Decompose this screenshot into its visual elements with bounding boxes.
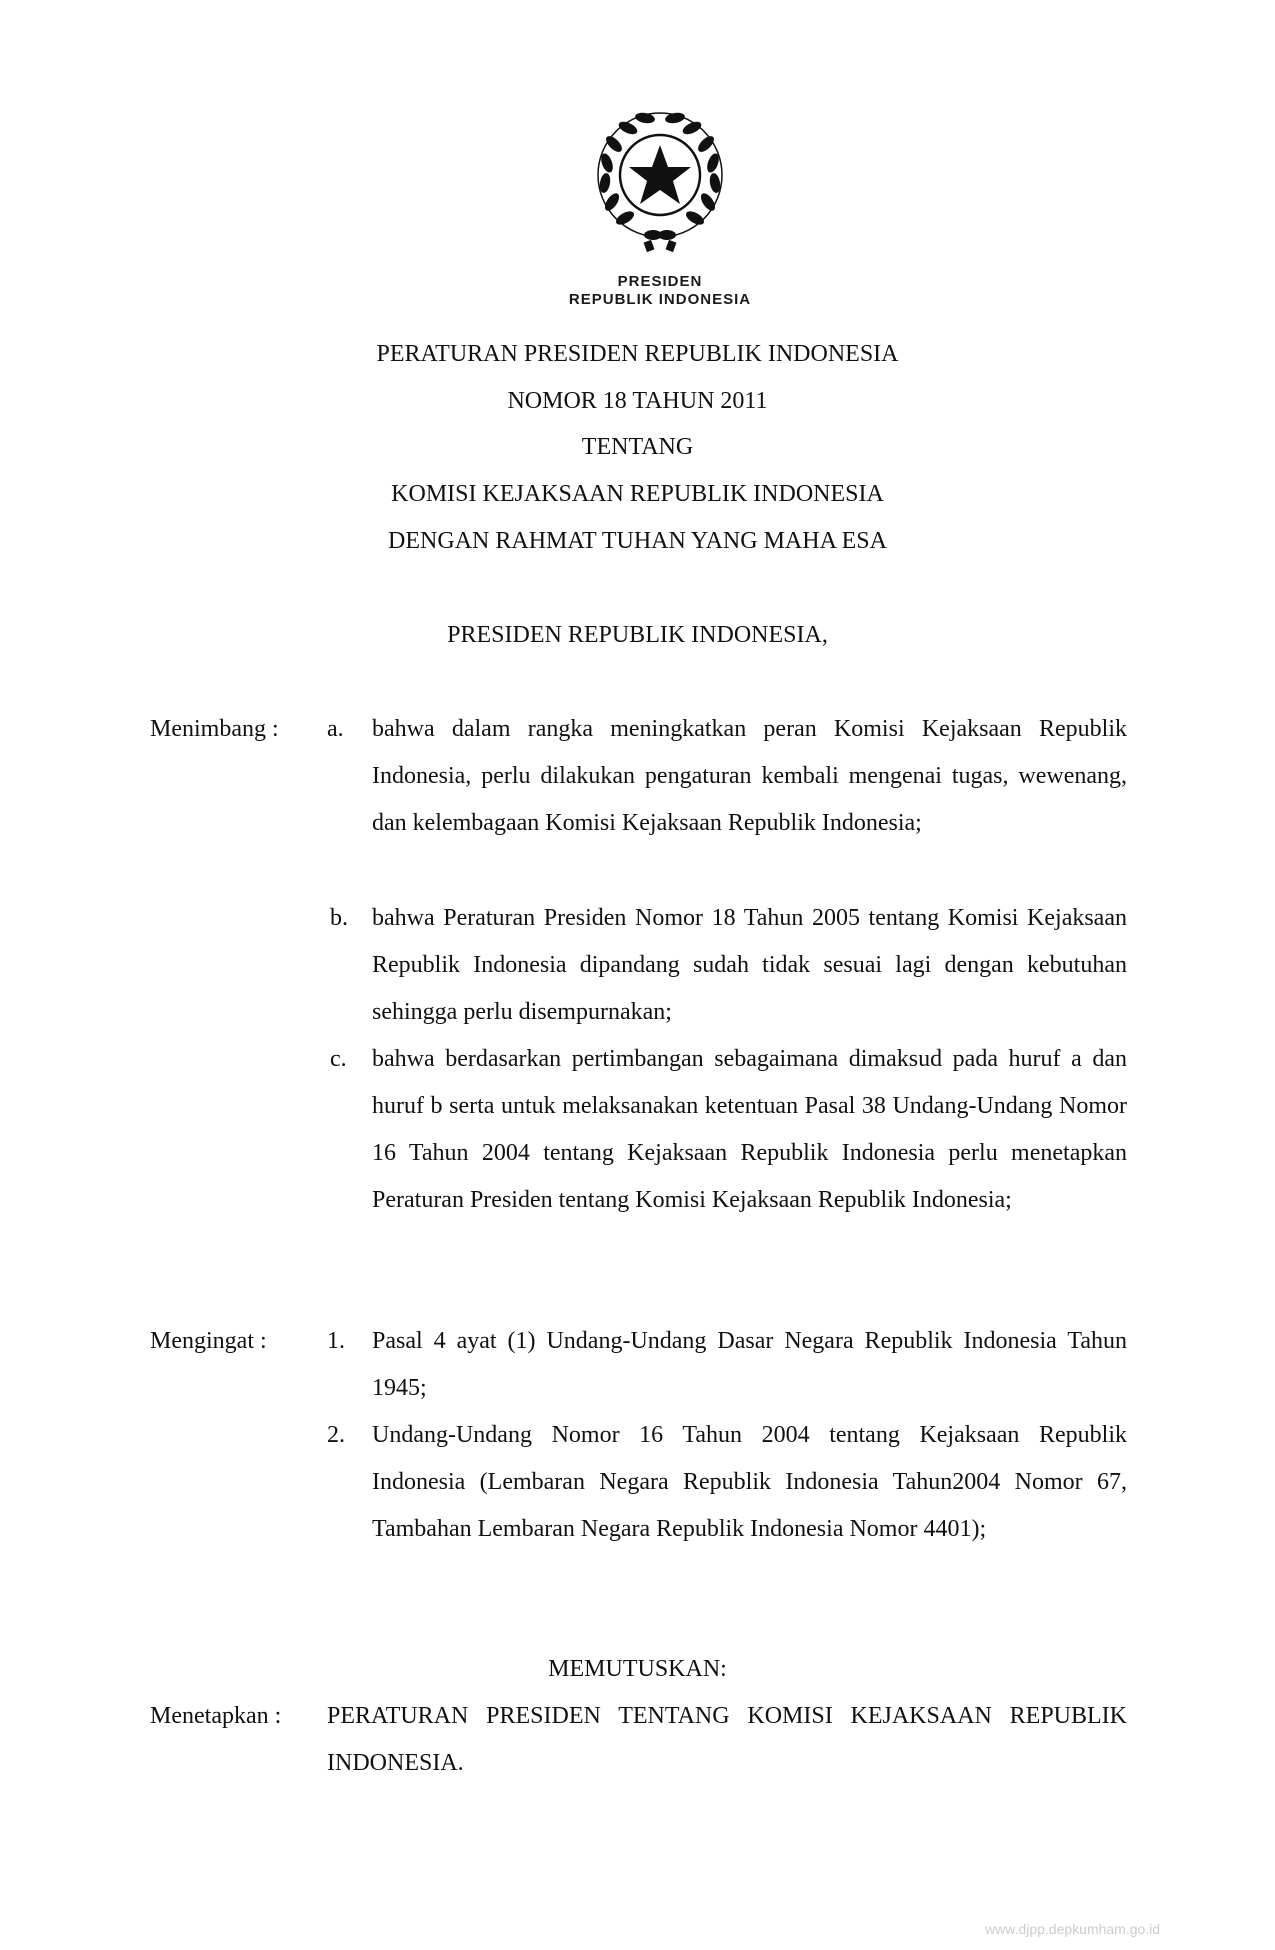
menimbang-item-c: bahwa berdasarkan pertimbangan sebagaimana dimaksud pada huruf a dan huruf b serta untuk melaksanakan ketentuan Pasal 38 Undang-Undang Nomor 16 Tahun 2004 tentang Kejaksaan Republik Indonesia perlu menetapkan Peraturan Presiden tentang Komisi Kejaksaan Republik Indonesia; [372, 1046, 1127, 1213]
menimbang-label: Menimbang : [150, 716, 279, 742]
menimbang-item-b: bahwa Peraturan Presiden Nomor 18 Tahun 2005 tentang Komisi Kejaksaan Republik Indonesia dipandang sudah tidak sesuai lagi dengan kebutuhan sehingga perlu disempurnakan; [372, 905, 1127, 1025]
mengingat-marker-2: 2. [327, 1422, 345, 1448]
mengingat-label: Mengingat : [150, 1328, 267, 1354]
presidential-seal-emblem [585, 103, 735, 253]
menimbang-marker-a: a. [327, 716, 344, 742]
source-watermark: www.djpp.depkumham.go.id [985, 1921, 1161, 1937]
menimbang-marker-b: b. [330, 905, 348, 931]
regulation-invocation: DENGAN RAHMAT TUHAN YANG MAHA ESA [388, 528, 887, 554]
mengingat-item-2: Undang-Undang Nomor 16 Tahun 2004 tentang Kejaksaan Republik Indonesia (Lembaran Negara Republik Indonesia Tahun2004 Nomor 67, Tambahan Lembaran Negara Republik Indonesia Nomor 4401); [372, 1422, 1127, 1542]
emblem-caption-republic: REPUBLIK INDONESIA [568, 291, 752, 308]
regulation-about: TENTANG [581, 434, 694, 460]
menimbang-item-a: bahwa dalam rangka meningkatkan peran Komisi Kejaksaan Republik Indonesia, perlu dilakukan pengaturan kembali mengenai tugas, wewenang, dan kelembagaan Komisi Kejaksaan Republik Indonesia; [372, 716, 1127, 836]
emblem-caption-president: PRESIDEN [617, 273, 703, 290]
memutuskan-heading: MEMUTUSKAN: [548, 1656, 727, 1682]
regulation-title: PERATURAN PRESIDEN REPUBLIK INDONESIA [376, 341, 899, 367]
menetapkan-text: PERATURAN PRESIDEN TENTANG KOMISI KEJAKSAAN REPUBLIK INDONESIA. [327, 1703, 1127, 1776]
regulation-number: NOMOR 18 TAHUN 2011 [507, 388, 768, 414]
regulation-subject: KOMISI KEJAKSAAN REPUBLIK INDONESIA [391, 481, 884, 507]
president-heading: PRESIDEN REPUBLIK INDONESIA, [447, 622, 828, 648]
menimbang-marker-c: c. [330, 1046, 347, 1072]
seal-icon [585, 103, 735, 253]
mengingat-marker-1: 1. [327, 1328, 345, 1354]
mengingat-item-1: Pasal 4 ayat (1) Undang-Undang Dasar Negara Republik Indonesia Tahun 1945; [372, 1328, 1127, 1401]
menetapkan-label: Menetapkan : [150, 1703, 282, 1729]
